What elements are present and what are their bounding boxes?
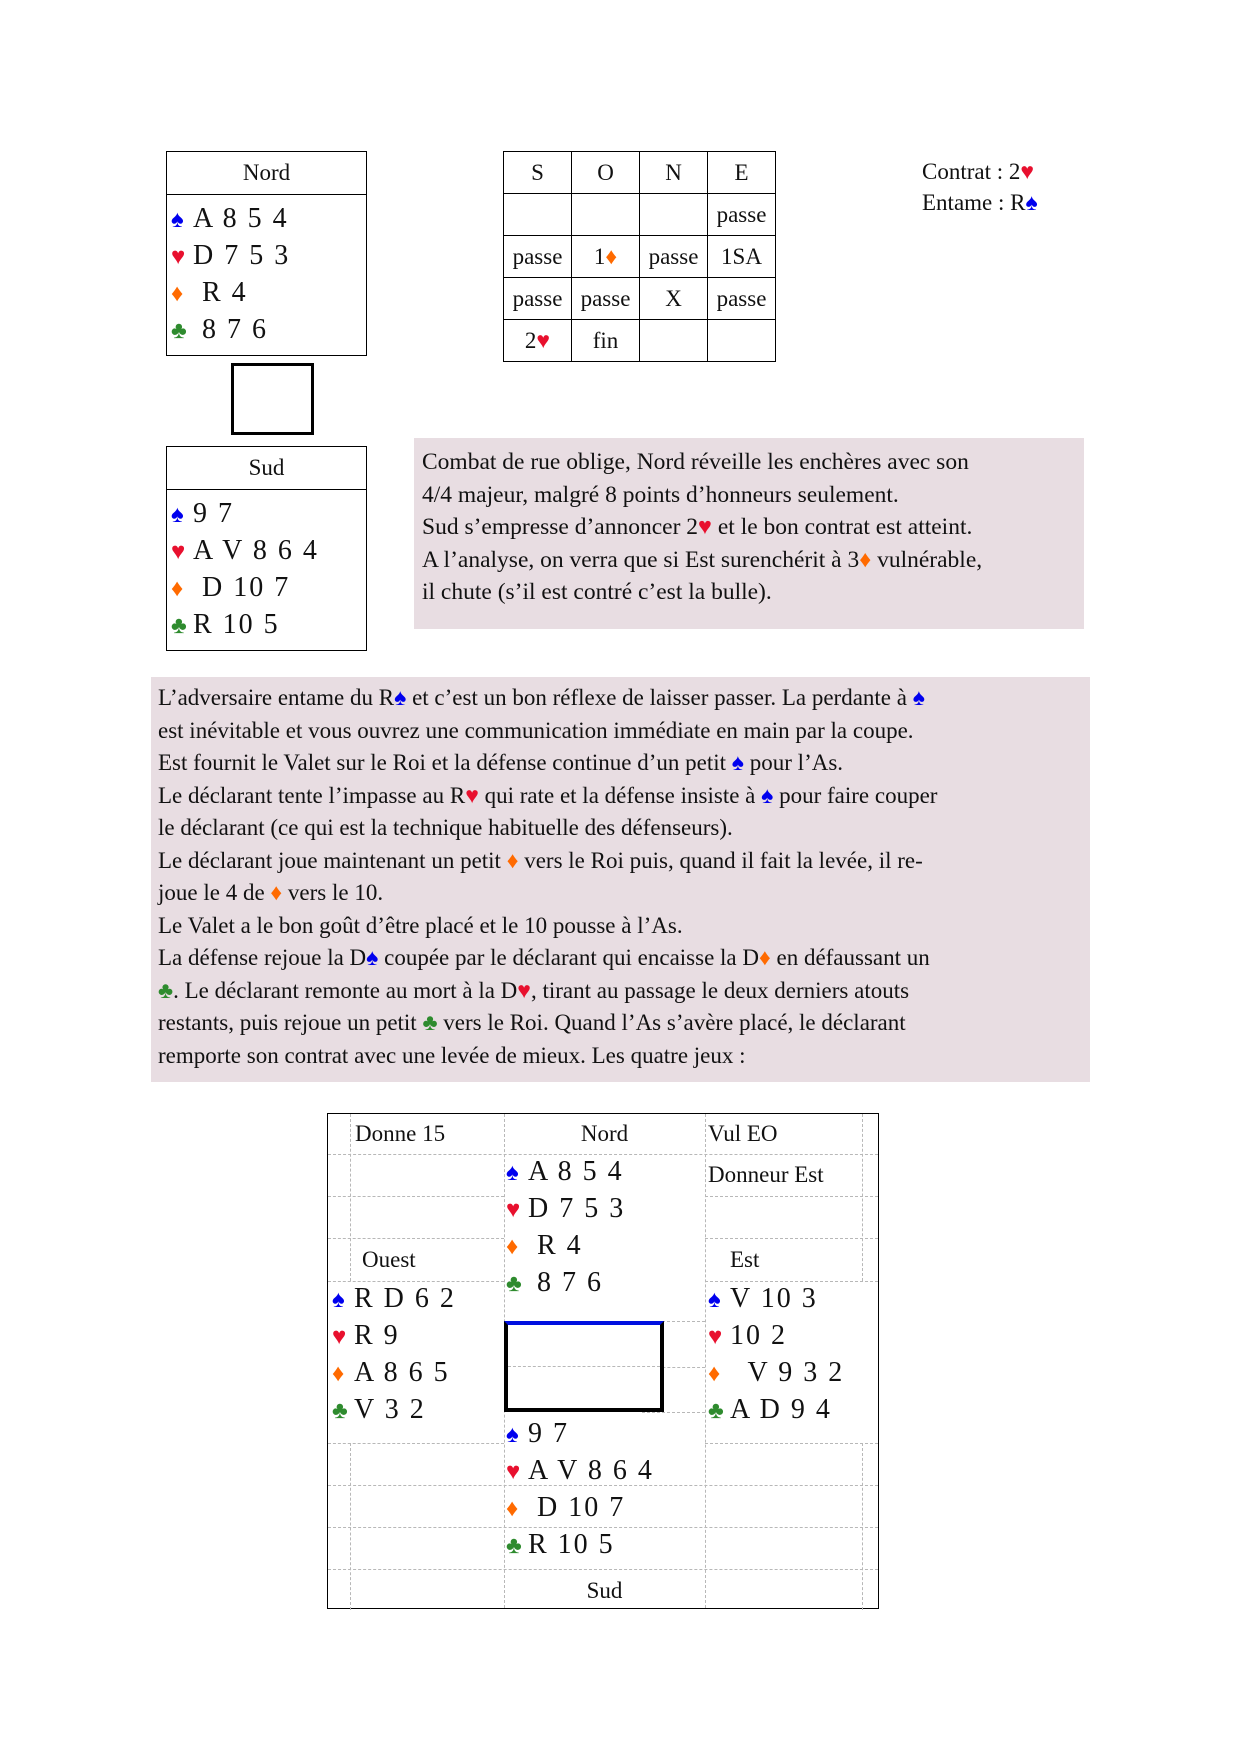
spade-icon: ♠	[366, 945, 379, 970]
south-clubs: ♣ R 10 5	[171, 607, 366, 644]
diamond-icon: ♦	[506, 847, 519, 873]
deal-diagram	[327, 1113, 879, 1609]
grid-line	[705, 1238, 878, 1239]
north-hearts: ♥ D 7 5 3	[171, 238, 366, 275]
deal-north-label: Nord	[580, 1121, 629, 1146]
bid-cell	[640, 320, 708, 362]
deal-west-label: Ouest	[362, 1247, 416, 1272]
heart-icon: ♥	[517, 977, 531, 1003]
spade-icon: ♠	[506, 1422, 519, 1448]
bid-cell: X	[640, 278, 708, 320]
bid-cell: 1SA	[708, 236, 776, 278]
contract-info	[922, 156, 1038, 218]
bid-cell: passe	[572, 278, 640, 320]
south-hand-title: Sud	[167, 447, 366, 490]
grid-line	[705, 1196, 878, 1197]
bid-cell: passe	[708, 194, 776, 236]
table-diagram-box	[231, 363, 314, 435]
spade-icon: ♠	[1025, 190, 1038, 215]
spade-icon: ♠	[332, 1287, 345, 1313]
heart-icon: ♥	[171, 539, 186, 565]
bid-cell: 1♦	[572, 236, 640, 278]
vulnerability: Vul EO	[708, 1121, 778, 1146]
club-icon: ♣	[332, 1398, 348, 1424]
contract-line: Contrat : 2♥	[922, 159, 1035, 184]
heart-icon: ♥	[698, 514, 712, 540]
bidding-row	[504, 194, 776, 236]
club-icon: ♣	[422, 1010, 438, 1035]
bidding-row	[504, 236, 776, 278]
bidding-header-west: O	[572, 152, 640, 194]
north-spades: ♠ A 8 5 4	[171, 201, 366, 238]
diamond-icon: ♦	[506, 1496, 519, 1522]
grid-line	[642, 1412, 705, 1413]
heart-icon: ♥	[332, 1324, 347, 1350]
grid-line	[328, 1569, 878, 1570]
heart-icon: ♥	[506, 1197, 521, 1223]
north-hand-box	[166, 151, 367, 356]
diamond-icon: ♦	[708, 1361, 721, 1387]
spade-icon: ♠	[761, 782, 774, 808]
grid-line	[862, 1114, 863, 1281]
club-icon: ♣	[158, 977, 174, 1003]
diamond-icon: ♦	[171, 281, 184, 307]
bidding-commentary: Combat de rue oblige, Nord réveille les enchères avec son 4/4 majeur, malgré 8 points d’honneurs seulement. Sud s’empresse d’annoncer 2♥ et le bon contrat est atteint. A l’analyse, on verra que si Est surenchérit à 3♦ vulnérable, il chute (s’il est contré c’est la bulle).	[414, 438, 1084, 629]
grid-line	[328, 1196, 504, 1197]
bidding-row	[504, 278, 776, 320]
south-diamonds: ♦ D 10 7	[171, 570, 366, 607]
bid-cell	[708, 320, 776, 362]
bid-cell	[640, 194, 708, 236]
board-number: Donne 15	[355, 1121, 446, 1146]
north-hand-title: Nord	[167, 152, 366, 195]
north-diamonds: ♦ R 4	[171, 275, 366, 312]
diamond-icon: ♦	[758, 945, 771, 970]
diamond-icon: ♦	[506, 1234, 519, 1260]
south-hearts: ♥ A V 8 6 4	[171, 533, 366, 570]
grid-line	[328, 1443, 504, 1444]
club-icon: ♣	[171, 613, 187, 639]
grid-line	[705, 1114, 706, 1608]
deal-east-label: Est	[730, 1247, 760, 1272]
dealer: Donneur Est	[708, 1162, 824, 1187]
grid-line	[705, 1443, 878, 1444]
deal-south-hand: ♠ 9 7 ♥ A V 8 6 4 ♦ D 10 7 ♣ R 10 5	[506, 1416, 654, 1564]
grid-line	[508, 1366, 660, 1367]
south-hand-box	[166, 446, 367, 651]
south-spades: ♠ 9 7	[171, 496, 366, 533]
lead-line: Entame : R♠	[922, 190, 1038, 215]
play-commentary: L’adversaire entame du R♠ et c’est un bon réflexe de laisser passer. La perdante à ♠ est inévitable et vous ouvrez une communication immédiate en main par la coupe. Est fournit le Valet sur le Roi et la défense continue d’un petit ♠ pour l’As. Le déclarant tente l’impasse au R♥ qui rate et la défense insiste à ♠ pour faire couper le déclarant (ce qui est la technique habituelle des défenseurs). Le déclarant joue maintenant un petit ♦ vers le Roi puis, quand il fait la levée, il re- joue le 4 de ♦ vers le 10. Le Valet a le bon goût d’être placé et le 10 pousse à l’As. La défense rejoue la D♠ coupée par le déclarant qui encaisse la D♦ en défaussant un ♣. Le déclarant remonte au mort à la D♥, tirant au passage le deux derniers atouts restants, puis rejoue un petit ♣ vers le Roi. Quand l’As s’avère placé, le déclarant remporte son contrat avec une levée de mieux. Les quatre jeux :	[151, 677, 1090, 1082]
deal-east-hand: ♠ V 10 3 ♥ 10 2 ♦ V 9 3 2 ♣ A D 9 4	[708, 1281, 844, 1429]
club-icon: ♣	[171, 318, 187, 344]
diamond-icon: ♦	[605, 243, 618, 269]
bidding-row	[504, 320, 776, 362]
club-icon: ♣	[708, 1398, 724, 1424]
north-clubs: ♣ 8 7 6	[171, 312, 366, 349]
bid-cell: passe	[504, 236, 572, 278]
diamond-icon: ♦	[171, 576, 184, 602]
bid-cell: fin	[572, 320, 640, 362]
bid-cell	[504, 194, 572, 236]
heart-icon: ♥	[465, 782, 479, 808]
bidding-header-south: S	[504, 152, 572, 194]
deal-west-hand: ♠ R D 6 2 ♥ R 9 ♦ A 8 6 5 ♣ V 3 2	[332, 1281, 456, 1429]
club-icon: ♣	[506, 1271, 522, 1297]
spade-icon: ♠	[708, 1287, 721, 1313]
bid-cell: passe	[504, 278, 572, 320]
deal-south-label: Sud	[586, 1578, 623, 1603]
spade-icon: ♠	[171, 502, 184, 528]
bidding-header-row	[504, 152, 776, 194]
heart-icon: ♥	[536, 327, 551, 353]
grid-line	[350, 1114, 351, 1281]
spade-icon: ♠	[912, 685, 925, 710]
bidding-table	[503, 151, 776, 362]
diamond-icon: ♦	[859, 546, 872, 573]
heart-icon: ♥	[708, 1324, 723, 1350]
spade-icon: ♠	[731, 750, 745, 775]
bid-cell: passe	[640, 236, 708, 278]
bidding-header-east: E	[708, 152, 776, 194]
spade-icon: ♠	[171, 207, 184, 233]
club-icon: ♣	[506, 1533, 522, 1559]
heart-icon: ♥	[171, 244, 186, 270]
bid-cell: passe	[708, 278, 776, 320]
deal-table-box	[504, 1321, 664, 1412]
diamond-icon: ♦	[270, 880, 283, 905]
deal-north-hand: ♠ A 8 5 4 ♥ D 7 5 3 ♦ R 4 ♣ 8 7 6	[506, 1154, 625, 1302]
bid-cell: 2♥	[504, 320, 572, 362]
bidding-header-north: N	[640, 152, 708, 194]
bid-cell	[572, 194, 640, 236]
diamond-icon: ♦	[332, 1361, 345, 1387]
grid-line	[328, 1238, 504, 1239]
spade-icon: ♠	[394, 685, 407, 710]
spade-icon: ♠	[506, 1160, 519, 1186]
heart-icon: ♥	[506, 1459, 521, 1485]
heart-icon: ♥	[1020, 159, 1035, 184]
